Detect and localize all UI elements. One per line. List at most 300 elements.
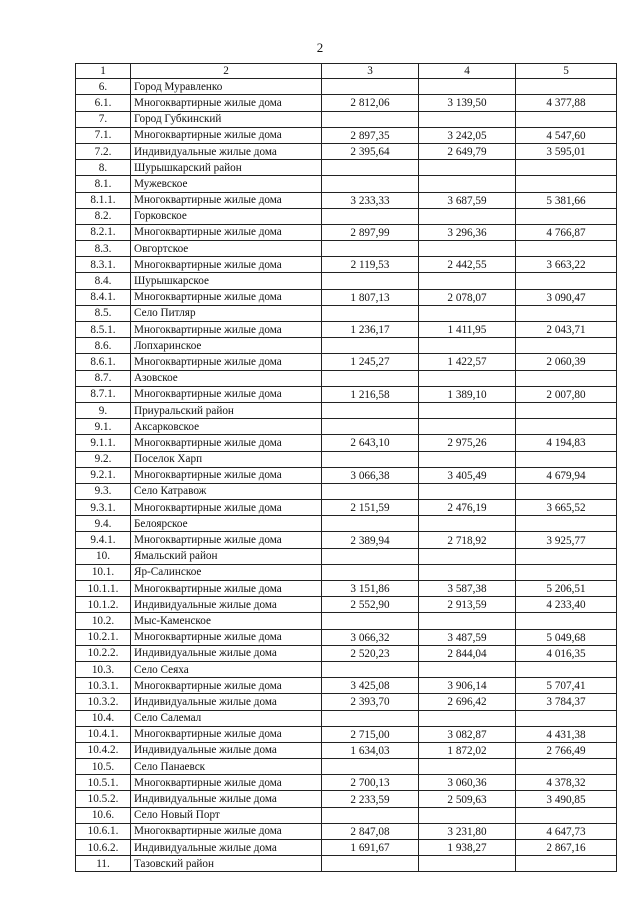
value-col3-cell: 2 812,06 bbox=[322, 95, 419, 111]
row-name-cell: Город Муравленко bbox=[131, 79, 322, 95]
row-name-cell: Мужевское bbox=[131, 176, 322, 192]
row-number-cell: 10.4.2. bbox=[76, 742, 131, 758]
table-row bbox=[76, 241, 617, 257]
row-number-cell: 10.4.1. bbox=[76, 726, 131, 742]
value-col5-cell bbox=[516, 710, 617, 726]
value-col3-cell bbox=[322, 402, 419, 418]
value-col5-cell bbox=[516, 160, 617, 176]
value-col5-cell: 4 679,94 bbox=[516, 467, 617, 483]
table-row bbox=[76, 435, 617, 451]
row-number-cell: 9. bbox=[76, 402, 131, 418]
table-row bbox=[76, 79, 617, 95]
table-row bbox=[76, 564, 617, 580]
value-col4-cell: 3 687,59 bbox=[419, 192, 516, 208]
value-col5-cell: 4 233,40 bbox=[516, 597, 617, 613]
value-col5-cell bbox=[516, 111, 617, 127]
row-number-cell: 8.4.1. bbox=[76, 289, 131, 305]
value-col5-cell bbox=[516, 208, 617, 224]
value-col3-cell bbox=[322, 305, 419, 321]
value-col5-cell bbox=[516, 548, 617, 564]
value-col4-cell bbox=[419, 273, 516, 289]
value-col3-cell: 2 700,13 bbox=[322, 775, 419, 791]
row-name-cell: Индивидуальные жилые дома bbox=[131, 742, 322, 758]
row-name-cell: Многоквартирные жилые дома bbox=[131, 322, 322, 338]
row-name-cell: Поселок Харп bbox=[131, 451, 322, 467]
value-col3-cell: 2 715,00 bbox=[322, 726, 419, 742]
value-col3-cell: 2 395,64 bbox=[322, 143, 419, 159]
value-col3-cell: 3 066,38 bbox=[322, 467, 419, 483]
row-number-cell: 8.7.1. bbox=[76, 386, 131, 402]
value-col5-cell: 2 043,71 bbox=[516, 322, 617, 338]
value-col4-cell bbox=[419, 208, 516, 224]
table-row bbox=[76, 370, 617, 386]
value-col4-cell bbox=[419, 759, 516, 775]
row-name-cell: Многоквартирные жилые дома bbox=[131, 386, 322, 402]
table-row bbox=[76, 273, 617, 289]
value-col5-cell: 4 377,88 bbox=[516, 95, 617, 111]
value-col4-cell: 2 442,55 bbox=[419, 257, 516, 273]
value-col5-cell bbox=[516, 305, 617, 321]
row-name-cell: Индивидуальные жилые дома bbox=[131, 597, 322, 613]
value-col4-cell: 3 487,59 bbox=[419, 629, 516, 645]
table-row bbox=[76, 823, 617, 839]
row-name-cell: Тазовский район bbox=[131, 856, 322, 872]
row-name-cell: Многоквартирные жилые дома bbox=[131, 127, 322, 143]
value-col5-cell bbox=[516, 370, 617, 386]
table-row bbox=[76, 645, 617, 661]
value-col5-cell bbox=[516, 807, 617, 823]
table-row bbox=[76, 419, 617, 435]
value-col3-cell: 1 216,58 bbox=[322, 386, 419, 402]
table-row bbox=[76, 597, 617, 613]
value-col5-cell bbox=[516, 483, 617, 499]
value-col5-cell: 4 194,83 bbox=[516, 435, 617, 451]
row-number-cell: 10.2.2. bbox=[76, 645, 131, 661]
value-col5-cell: 4 378,32 bbox=[516, 775, 617, 791]
value-col4-cell bbox=[419, 241, 516, 257]
value-col4-cell bbox=[419, 661, 516, 677]
value-col3-cell: 2 552,90 bbox=[322, 597, 419, 613]
value-col5-cell: 2 766,49 bbox=[516, 742, 617, 758]
row-name-cell: Село Панаевск bbox=[131, 759, 322, 775]
row-number-cell: 10. bbox=[76, 548, 131, 564]
row-name-cell: Азовское bbox=[131, 370, 322, 386]
value-col3-cell bbox=[322, 273, 419, 289]
cost-table bbox=[75, 63, 617, 872]
value-col4-cell bbox=[419, 548, 516, 564]
row-name-cell: Многоквартирные жилые дома bbox=[131, 435, 322, 451]
table-row bbox=[76, 775, 617, 791]
value-col4-cell: 1 389,10 bbox=[419, 386, 516, 402]
table-body bbox=[76, 79, 617, 872]
table-row bbox=[76, 322, 617, 338]
table-row bbox=[76, 840, 617, 856]
row-name-cell: Село Салемал bbox=[131, 710, 322, 726]
value-col3-cell bbox=[322, 419, 419, 435]
value-col3-cell bbox=[322, 807, 419, 823]
row-name-cell: Лопхаринское bbox=[131, 338, 322, 354]
value-col5-cell: 4 016,35 bbox=[516, 645, 617, 661]
value-col3-cell: 1 634,03 bbox=[322, 742, 419, 758]
table-row bbox=[76, 192, 617, 208]
row-number-cell: 10.5.2. bbox=[76, 791, 131, 807]
row-number-cell: 7.2. bbox=[76, 143, 131, 159]
value-col5-cell bbox=[516, 273, 617, 289]
row-number-cell: 8.6. bbox=[76, 338, 131, 354]
row-name-cell: Шурышкарское bbox=[131, 273, 322, 289]
row-name-cell: Многоквартирные жилые дома bbox=[131, 581, 322, 597]
row-name-cell: Овгортское bbox=[131, 241, 322, 257]
value-col3-cell: 2 389,94 bbox=[322, 532, 419, 548]
table-row bbox=[76, 305, 617, 321]
value-col3-cell: 2 393,70 bbox=[322, 694, 419, 710]
table-row bbox=[76, 451, 617, 467]
value-col5-cell bbox=[516, 176, 617, 192]
table-row bbox=[76, 548, 617, 564]
row-number-cell: 10.2.1. bbox=[76, 629, 131, 645]
value-col5-cell: 4 431,38 bbox=[516, 726, 617, 742]
row-number-cell: 10.6. bbox=[76, 807, 131, 823]
table-row bbox=[76, 467, 617, 483]
table-row bbox=[76, 613, 617, 629]
value-col5-cell bbox=[516, 338, 617, 354]
row-number-cell: 10.5. bbox=[76, 759, 131, 775]
value-col3-cell bbox=[322, 241, 419, 257]
value-col3-cell bbox=[322, 856, 419, 872]
row-number-cell: 9.3.1. bbox=[76, 500, 131, 516]
value-col3-cell bbox=[322, 710, 419, 726]
value-col3-cell: 3 151,86 bbox=[322, 581, 419, 597]
value-col4-cell: 1 422,57 bbox=[419, 354, 516, 370]
value-col4-cell bbox=[419, 856, 516, 872]
table-row bbox=[76, 354, 617, 370]
row-number-cell: 10.3. bbox=[76, 661, 131, 677]
value-col4-cell: 2 913,59 bbox=[419, 597, 516, 613]
value-col5-cell: 5 049,68 bbox=[516, 629, 617, 645]
value-col4-cell bbox=[419, 564, 516, 580]
row-number-cell: 9.3. bbox=[76, 483, 131, 499]
table-row bbox=[76, 208, 617, 224]
row-name-cell: Многоквартирные жилые дома bbox=[131, 532, 322, 548]
value-col4-cell: 1 938,27 bbox=[419, 840, 516, 856]
column-header: 2 bbox=[131, 64, 322, 79]
value-col4-cell: 3 242,05 bbox=[419, 127, 516, 143]
table-row bbox=[76, 694, 617, 710]
table-row bbox=[76, 176, 617, 192]
value-col4-cell bbox=[419, 79, 516, 95]
row-name-cell: Многоквартирные жилые дома bbox=[131, 192, 322, 208]
column-header: 1 bbox=[76, 64, 131, 79]
row-name-cell: Многоквартирные жилые дома bbox=[131, 467, 322, 483]
row-name-cell: Индивидуальные жилые дома bbox=[131, 143, 322, 159]
table-row bbox=[76, 791, 617, 807]
row-name-cell: Индивидуальные жилые дома bbox=[131, 791, 322, 807]
row-number-cell: 10.1.2. bbox=[76, 597, 131, 613]
value-col5-cell: 5 381,66 bbox=[516, 192, 617, 208]
value-col4-cell: 3 906,14 bbox=[419, 678, 516, 694]
row-name-cell: Ямальский район bbox=[131, 548, 322, 564]
row-number-cell: 6.1. bbox=[76, 95, 131, 111]
row-name-cell: Белоярское bbox=[131, 516, 322, 532]
table-row bbox=[76, 338, 617, 354]
row-name-cell: Село Питляр bbox=[131, 305, 322, 321]
row-number-cell: 9.4.1. bbox=[76, 532, 131, 548]
row-number-cell: 10.6.1. bbox=[76, 823, 131, 839]
row-number-cell: 7.1. bbox=[76, 127, 131, 143]
value-col4-cell bbox=[419, 305, 516, 321]
table-row bbox=[76, 224, 617, 240]
value-col4-cell: 3 231,80 bbox=[419, 823, 516, 839]
value-col4-cell bbox=[419, 483, 516, 499]
value-col4-cell bbox=[419, 111, 516, 127]
value-col5-cell: 3 663,22 bbox=[516, 257, 617, 273]
value-col3-cell bbox=[322, 370, 419, 386]
row-number-cell: 6. bbox=[76, 79, 131, 95]
column-header: 4 bbox=[419, 64, 516, 79]
value-col5-cell bbox=[516, 516, 617, 532]
row-name-cell: Многоквартирные жилые дома bbox=[131, 678, 322, 694]
row-number-cell: 8.2. bbox=[76, 208, 131, 224]
row-number-cell: 10.4. bbox=[76, 710, 131, 726]
row-number-cell: 7. bbox=[76, 111, 131, 127]
row-number-cell: 9.1. bbox=[76, 419, 131, 435]
table-row bbox=[76, 483, 617, 499]
table-row bbox=[76, 500, 617, 516]
row-name-cell: Горковское bbox=[131, 208, 322, 224]
column-header: 5 bbox=[516, 64, 617, 79]
value-col5-cell bbox=[516, 402, 617, 418]
value-col4-cell: 3 587,38 bbox=[419, 581, 516, 597]
value-col3-cell: 2 233,59 bbox=[322, 791, 419, 807]
table-row bbox=[76, 532, 617, 548]
row-number-cell: 8.6.1. bbox=[76, 354, 131, 370]
row-number-cell: 10.3.2. bbox=[76, 694, 131, 710]
value-col3-cell: 2 897,99 bbox=[322, 224, 419, 240]
row-name-cell: Село Новый Порт bbox=[131, 807, 322, 823]
table-row bbox=[76, 710, 617, 726]
table-row bbox=[76, 807, 617, 823]
value-col5-cell: 4 547,60 bbox=[516, 127, 617, 143]
value-col4-cell: 3 405,49 bbox=[419, 467, 516, 483]
column-header: 3 bbox=[322, 64, 419, 79]
row-number-cell: 9.1.1. bbox=[76, 435, 131, 451]
value-col4-cell: 2 975,26 bbox=[419, 435, 516, 451]
row-name-cell: Многоквартирные жилые дома bbox=[131, 500, 322, 516]
row-name-cell: Многоквартирные жилые дома bbox=[131, 224, 322, 240]
value-col4-cell bbox=[419, 402, 516, 418]
value-col4-cell bbox=[419, 176, 516, 192]
row-name-cell: Многоквартирные жилые дома bbox=[131, 95, 322, 111]
table-row bbox=[76, 726, 617, 742]
value-col5-cell bbox=[516, 759, 617, 775]
table-row bbox=[76, 95, 617, 111]
value-col5-cell: 3 925,77 bbox=[516, 532, 617, 548]
value-col3-cell bbox=[322, 451, 419, 467]
table-row bbox=[76, 742, 617, 758]
table-row bbox=[76, 127, 617, 143]
value-col3-cell: 2 643,10 bbox=[322, 435, 419, 451]
value-col5-cell bbox=[516, 613, 617, 629]
row-name-cell: Город Губкинский bbox=[131, 111, 322, 127]
row-number-cell: 8.5.1. bbox=[76, 322, 131, 338]
value-col3-cell: 1 691,67 bbox=[322, 840, 419, 856]
value-col5-cell: 2 007,80 bbox=[516, 386, 617, 402]
table-row bbox=[76, 759, 617, 775]
value-col3-cell: 1 807,13 bbox=[322, 289, 419, 305]
value-col4-cell bbox=[419, 516, 516, 532]
table-row bbox=[76, 629, 617, 645]
value-col4-cell bbox=[419, 419, 516, 435]
row-number-cell: 10.3.1. bbox=[76, 678, 131, 694]
value-col4-cell bbox=[419, 807, 516, 823]
row-name-cell: Многоквартирные жилые дома bbox=[131, 289, 322, 305]
value-col3-cell: 2 151,59 bbox=[322, 500, 419, 516]
row-number-cell: 8. bbox=[76, 160, 131, 176]
value-col4-cell: 2 649,79 bbox=[419, 143, 516, 159]
value-col5-cell bbox=[516, 661, 617, 677]
value-col3-cell bbox=[322, 564, 419, 580]
table-row bbox=[76, 257, 617, 273]
row-number-cell: 10.1.1. bbox=[76, 581, 131, 597]
table-row bbox=[76, 386, 617, 402]
row-name-cell: Аксарковское bbox=[131, 419, 322, 435]
value-col3-cell: 1 245,27 bbox=[322, 354, 419, 370]
value-col3-cell: 1 236,17 bbox=[322, 322, 419, 338]
value-col5-cell: 3 090,47 bbox=[516, 289, 617, 305]
value-col5-cell: 3 490,85 bbox=[516, 791, 617, 807]
row-number-cell: 9.4. bbox=[76, 516, 131, 532]
row-number-cell: 9.2.1. bbox=[76, 467, 131, 483]
value-col5-cell bbox=[516, 419, 617, 435]
value-col3-cell: 3 066,32 bbox=[322, 629, 419, 645]
row-name-cell: Село Катравож bbox=[131, 483, 322, 499]
table-row bbox=[76, 111, 617, 127]
row-name-cell: Многоквартирные жилые дома bbox=[131, 257, 322, 273]
column-number-header bbox=[76, 64, 617, 79]
row-number-cell: 10.5.1. bbox=[76, 775, 131, 791]
row-name-cell: Многоквартирные жилые дома bbox=[131, 726, 322, 742]
row-number-cell: 8.1.1. bbox=[76, 192, 131, 208]
value-col5-cell: 3 784,37 bbox=[516, 694, 617, 710]
value-col3-cell bbox=[322, 111, 419, 127]
table-row bbox=[76, 661, 617, 677]
value-col3-cell bbox=[322, 176, 419, 192]
value-col3-cell bbox=[322, 548, 419, 564]
value-col5-cell bbox=[516, 79, 617, 95]
table-row bbox=[76, 516, 617, 532]
value-col4-cell bbox=[419, 160, 516, 176]
value-col5-cell bbox=[516, 856, 617, 872]
value-col5-cell: 3 595,01 bbox=[516, 143, 617, 159]
value-col4-cell: 2 844,04 bbox=[419, 645, 516, 661]
value-col4-cell: 2 718,92 bbox=[419, 532, 516, 548]
value-col4-cell: 3 060,36 bbox=[419, 775, 516, 791]
row-name-cell: Шурышкарский район bbox=[131, 160, 322, 176]
row-number-cell: 8.5. bbox=[76, 305, 131, 321]
table-row bbox=[76, 402, 617, 418]
row-name-cell: Село Сеяха bbox=[131, 661, 322, 677]
row-name-cell: Многоквартирные жилые дома bbox=[131, 629, 322, 645]
value-col4-cell bbox=[419, 613, 516, 629]
table-row bbox=[76, 856, 617, 872]
value-col3-cell: 2 119,53 bbox=[322, 257, 419, 273]
value-col4-cell bbox=[419, 451, 516, 467]
value-col5-cell: 4 647,73 bbox=[516, 823, 617, 839]
value-col5-cell: 5 707,41 bbox=[516, 678, 617, 694]
row-name-cell: Многоквартирные жилые дома bbox=[131, 823, 322, 839]
value-col5-cell bbox=[516, 451, 617, 467]
value-col4-cell: 3 139,50 bbox=[419, 95, 516, 111]
value-col4-cell: 2 696,42 bbox=[419, 694, 516, 710]
value-col5-cell: 3 665,52 bbox=[516, 500, 617, 516]
value-col3-cell: 2 897,35 bbox=[322, 127, 419, 143]
row-name-cell: Индивидуальные жилые дома bbox=[131, 840, 322, 856]
row-name-cell: Индивидуальные жилые дома bbox=[131, 645, 322, 661]
row-number-cell: 10.2. bbox=[76, 613, 131, 629]
value-col3-cell bbox=[322, 516, 419, 532]
row-number-cell: 8.1. bbox=[76, 176, 131, 192]
value-col3-cell bbox=[322, 338, 419, 354]
value-col3-cell bbox=[322, 613, 419, 629]
row-number-cell: 11. bbox=[76, 856, 131, 872]
table-row bbox=[76, 678, 617, 694]
table-row bbox=[76, 143, 617, 159]
row-number-cell: 8.3. bbox=[76, 241, 131, 257]
value-col3-cell bbox=[322, 483, 419, 499]
value-col4-cell: 1 411,95 bbox=[419, 322, 516, 338]
row-number-cell: 10.1. bbox=[76, 564, 131, 580]
value-col4-cell bbox=[419, 338, 516, 354]
row-name-cell: Многоквартирные жилые дома bbox=[131, 775, 322, 791]
value-col3-cell bbox=[322, 79, 419, 95]
value-col3-cell: 2 520,23 bbox=[322, 645, 419, 661]
value-col3-cell: 2 847,08 bbox=[322, 823, 419, 839]
value-col4-cell: 1 872,02 bbox=[419, 742, 516, 758]
row-number-cell: 9.2. bbox=[76, 451, 131, 467]
value-col5-cell: 4 766,87 bbox=[516, 224, 617, 240]
value-col5-cell bbox=[516, 241, 617, 257]
row-name-cell: Индивидуальные жилые дома bbox=[131, 694, 322, 710]
row-number-cell: 8.4. bbox=[76, 273, 131, 289]
value-col4-cell bbox=[419, 710, 516, 726]
value-col3-cell bbox=[322, 759, 419, 775]
table-row bbox=[76, 160, 617, 176]
row-number-cell: 10.6.2. bbox=[76, 840, 131, 856]
table-row bbox=[76, 289, 617, 305]
row-number-cell: 8.7. bbox=[76, 370, 131, 386]
value-col3-cell: 3 233,33 bbox=[322, 192, 419, 208]
value-col3-cell bbox=[322, 661, 419, 677]
row-name-cell: Многоквартирные жилые дома bbox=[131, 354, 322, 370]
value-col4-cell: 3 296,36 bbox=[419, 224, 516, 240]
value-col5-cell: 2 060,39 bbox=[516, 354, 617, 370]
value-col4-cell bbox=[419, 370, 516, 386]
value-col3-cell bbox=[322, 208, 419, 224]
table-row bbox=[76, 581, 617, 597]
value-col5-cell: 5 206,51 bbox=[516, 581, 617, 597]
value-col5-cell: 2 867,16 bbox=[516, 840, 617, 856]
row-number-cell: 8.3.1. bbox=[76, 257, 131, 273]
value-col4-cell: 2 509,63 bbox=[419, 791, 516, 807]
page-number: 2 bbox=[316, 40, 324, 55]
row-name-cell: Мыс-Каменское bbox=[131, 613, 322, 629]
value-col4-cell: 2 476,19 bbox=[419, 500, 516, 516]
value-col4-cell: 3 082,87 bbox=[419, 726, 516, 742]
row-number-cell: 8.2.1. bbox=[76, 224, 131, 240]
row-name-cell: Яр-Салинское bbox=[131, 564, 322, 580]
value-col5-cell bbox=[516, 564, 617, 580]
value-col3-cell bbox=[322, 160, 419, 176]
